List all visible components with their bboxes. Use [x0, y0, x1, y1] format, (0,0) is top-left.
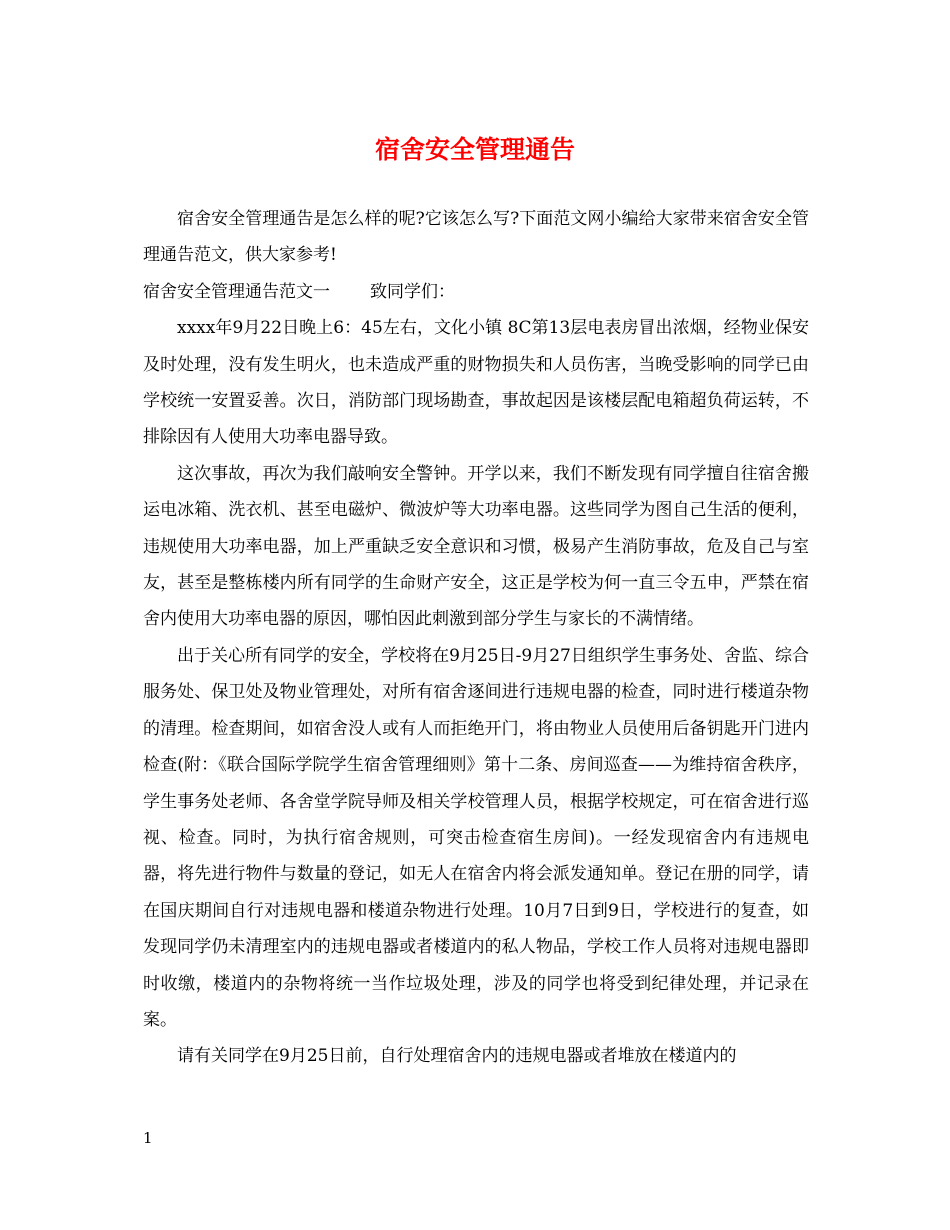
sample-heading-line	[143, 274, 809, 310]
page-number: 1	[143, 1129, 153, 1147]
intro-paragraph: 宿舍安全管理通告是怎么样的呢?它该怎么写?下面范文网小编给大家带来宿舍安全管理通告范文，供大家参考!	[143, 209, 809, 266]
document-body	[143, 201, 809, 1075]
body-paragraph-1: xxxx年9月22日晚上6：45左右，文化小镇 8C第13层电表房冒出浓烟，经物业保安及时处理，没有发生明火，也未造成严重的财物损失和人员伤害，当晚受影响的同学已由学校统一安置妥善。次日，消防部门现场勘查，事故起因是该楼层配电箱超负荷运转，不排除因有人使用大功率电器导致。	[143, 318, 809, 448]
sample-heading: 宿舍安全管理通告范文一	[143, 281, 330, 302]
body-paragraph-3: 出于关心所有同学的安全，学校将在9月25日-9月27日组织学生事务处、舍监、综合服务处、保卫处及物业管理处，对所有宿舍逐间进行违规电器的检查，同时进行楼道杂物的清理。检查期间，如宿舍没人或有人而拒绝开门，将由物业人员使用后备钥匙开门进内检查(附：《联合国际学院学生宿舍管理细则》第十二条、房间巡查——为维持宿舍秩序，学生事务处老师、各舍堂学院导师及相关学校管理人员，根据学校规定，可在宿舍进行巡视、检查。同时，为执行宿舍规则，可突击检查宿生房间)。一经发现宿舍内有违规电器，将先进行物件与数量的登记，如无人在宿舍内将会派发通知单。登记在册的同学，请在国庆期间自行对违规电器和楼道杂物进行处理。10月7日到9日，学校进行的复查，如发现同学仍未清理室内的违规电器或者楼道内的私人物品，学校工作人员将对违规电器即时收缴，楼道内的杂物将统一当作垃圾处理，涉及的同学也将受到纪律处理，并记录在案。	[143, 645, 809, 1030]
document-title: 宿舍安全管理通告	[374, 135, 575, 164]
salutation: 致同学们：	[370, 281, 455, 302]
body-paragraph-4: 请有关同学在9月25日前，自行处理宿舍内的违规电器或者堆放在楼道内的	[177, 1046, 737, 1067]
body-paragraph-2: 这次事故，再次为我们敲响安全警钟。开学以来，我们不断发现有同学擅自往宿舍搬运电冰箱、洗衣机、甚至电磁炉、微波炉等大功率电器。这些同学为图自己生活的便利，违规使用大功率电器，加上严重缺乏安全意识和习惯，极易产生消防事故，危及自己与室友，甚至是整栋楼内所有同学的生命财产安全，这正是学校为何一直三令五申，严禁在宿舍内使用大功率电器的原因，哪怕因此刺激到部分学生与家长的不满情绪。	[143, 463, 809, 630]
